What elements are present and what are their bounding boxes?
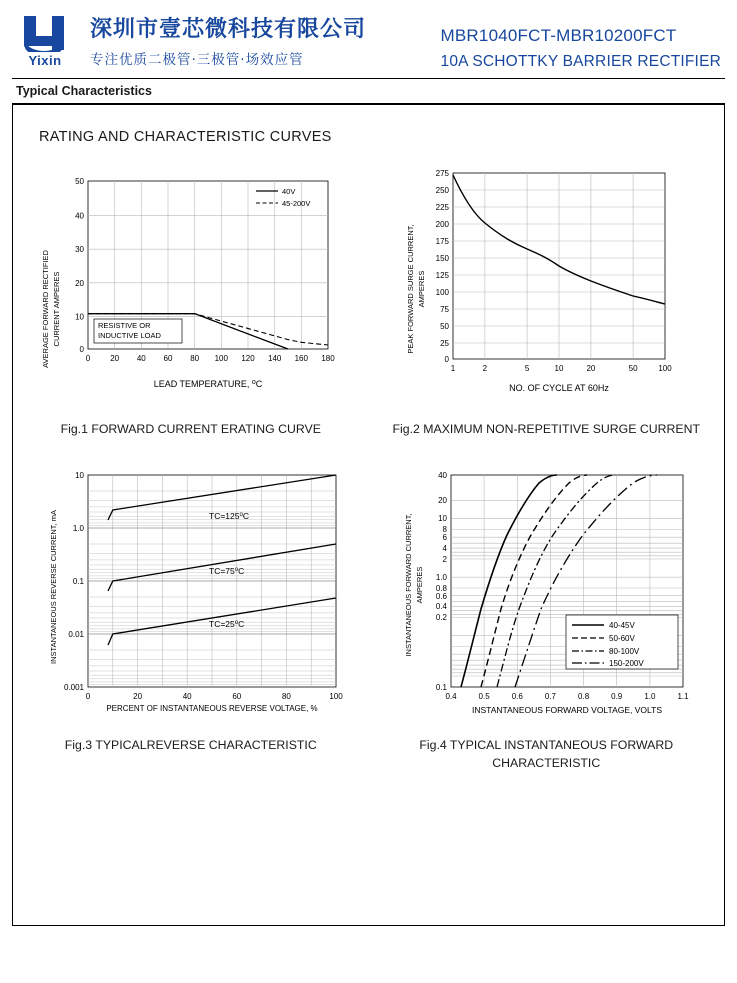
svg-text:20: 20 bbox=[74, 278, 84, 288]
svg-text:AMPERES: AMPERES bbox=[417, 270, 427, 308]
svg-text:100: 100 bbox=[658, 364, 672, 373]
svg-text:10: 10 bbox=[438, 513, 448, 523]
part-description: 10A SCHOTTKY BARRIER RECTIFIER bbox=[440, 53, 721, 70]
figure-4-caption: Fig.4 TYPICAL INSTANTANEOUS FORWARD CHARACTERISTIC bbox=[419, 737, 674, 770]
svg-text:0.8: 0.8 bbox=[436, 583, 448, 593]
letter-u-icon bbox=[22, 14, 68, 52]
svg-text:40: 40 bbox=[438, 470, 448, 480]
svg-text:0.001: 0.001 bbox=[63, 682, 84, 692]
figure-4 bbox=[369, 457, 725, 773]
svg-text:0: 0 bbox=[79, 345, 84, 354]
svg-text:40: 40 bbox=[136, 354, 146, 363]
svg-text:0: 0 bbox=[444, 355, 450, 364]
svg-text:AVERAGE FORWARD RECTIFIED: AVERAGE FORWARD RECTIFIED bbox=[40, 250, 50, 368]
page-header bbox=[0, 0, 737, 78]
svg-text:0.6: 0.6 bbox=[511, 691, 524, 701]
svg-text:160: 160 bbox=[294, 354, 308, 363]
company-name-cn: 深圳市壹芯微科技有限公司 bbox=[90, 17, 367, 42]
svg-text:5: 5 bbox=[525, 364, 530, 373]
svg-text:0.8: 0.8 bbox=[578, 691, 590, 701]
svg-text:0.1: 0.1 bbox=[72, 576, 84, 586]
svg-text:0: 0 bbox=[85, 354, 90, 363]
svg-text:0.5: 0.5 bbox=[478, 691, 490, 701]
svg-text:10: 10 bbox=[554, 364, 564, 373]
svg-text:6: 6 bbox=[442, 532, 448, 542]
svg-text:INSTANTANEOUS REVERSE CURRENT,: INSTANTANEOUS REVERSE CURRENT, mA bbox=[48, 509, 58, 664]
svg-text:10: 10 bbox=[74, 312, 84, 322]
svg-text:125: 125 bbox=[435, 271, 450, 280]
svg-text:20: 20 bbox=[586, 364, 596, 373]
svg-text:TC=75oC: $TC=75^oC$ bbox=[208, 565, 244, 576]
svg-text:LEAD TEMPERATURE, oC: LEAD TEMPERATURE, $^o$C bbox=[153, 379, 263, 389]
svg-text:0: 0 bbox=[85, 691, 90, 701]
svg-text:50-60V: 50-60V bbox=[609, 633, 636, 643]
svg-text:AMPERES: AMPERES bbox=[415, 566, 425, 604]
company-name-block bbox=[86, 14, 366, 68]
svg-text:175: 175 bbox=[435, 237, 450, 246]
svg-text:1.0: 1.0 bbox=[72, 523, 84, 533]
svg-text:TC=125oC: $TC=125^oC$ bbox=[208, 510, 249, 521]
svg-text:100: 100 bbox=[435, 288, 450, 297]
part-number: MBR1040FCT-MBR10200FCT bbox=[440, 26, 677, 45]
svg-text:40: 40 bbox=[74, 211, 84, 221]
svg-text:60: 60 bbox=[232, 691, 242, 701]
svg-text:8: 8 bbox=[442, 524, 448, 534]
curves-title: RATING AND CHARACTERISTIC CURVES bbox=[39, 129, 332, 145]
svg-text:INDUCTIVE LOAD: INDUCTIVE LOAD bbox=[97, 331, 161, 340]
svg-text:150-200V: 150-200V bbox=[609, 658, 644, 668]
svg-text:80: 80 bbox=[189, 354, 199, 363]
svg-text:180: 180 bbox=[321, 354, 335, 363]
svg-text:250: 250 bbox=[435, 186, 450, 195]
svg-text:150: 150 bbox=[435, 254, 450, 263]
figure-grid bbox=[13, 159, 724, 772]
svg-text:1: 1 bbox=[451, 364, 456, 373]
figure-2-caption: Fig.2 MAXIMUM NON-REPETITIVE SURGE CURRENT bbox=[392, 422, 700, 436]
svg-text:80-100V: 80-100V bbox=[609, 646, 640, 656]
svg-text:0.4: 0.4 bbox=[436, 601, 448, 611]
svg-text:2: 2 bbox=[442, 554, 448, 564]
figure-3 bbox=[13, 457, 369, 773]
svg-text:TC=25oC: $TC=25^oC$ bbox=[208, 618, 244, 629]
svg-text:0.7: 0.7 bbox=[545, 691, 557, 701]
svg-text:100: 100 bbox=[329, 691, 343, 701]
svg-text:INSTANTANEOUS FORWARD CURRENT,: INSTANTANEOUS FORWARD CURRENT, bbox=[404, 513, 414, 657]
svg-text:30: 30 bbox=[74, 245, 84, 255]
figure-1-caption: Fig.1 FORWARD CURRENT ERATING CURVE bbox=[60, 422, 321, 436]
svg-text:120: 120 bbox=[241, 354, 255, 363]
svg-text:50: 50 bbox=[628, 364, 638, 373]
svg-text:140: 140 bbox=[267, 354, 282, 363]
svg-text:CURRENT AMPERES: CURRENT AMPERES bbox=[51, 271, 61, 347]
logo-text: Yixin bbox=[28, 53, 62, 68]
svg-text:PERCENT OF INSTANTANEOUS REVER: PERCENT OF INSTANTANEOUS REVERSE VOLTAGE, % bbox=[106, 703, 318, 713]
svg-text:40: 40 bbox=[182, 691, 192, 701]
svg-text:80: 80 bbox=[281, 691, 291, 701]
company-tagline-cn: 专注优质二极管·三极管·场效应管 bbox=[90, 51, 304, 68]
svg-text:100: 100 bbox=[214, 354, 228, 363]
logo-mark bbox=[14, 14, 76, 72]
svg-text:20: 20 bbox=[438, 495, 448, 505]
svg-text:4: 4 bbox=[442, 543, 448, 553]
svg-text:40V: 40V bbox=[281, 187, 296, 196]
logo bbox=[14, 14, 86, 72]
section-header bbox=[0, 78, 737, 104]
svg-text:25: 25 bbox=[440, 339, 450, 348]
svg-text:45-200V: 45-200V bbox=[281, 199, 311, 208]
svg-text:20: 20 bbox=[132, 691, 142, 701]
figure-1 bbox=[13, 159, 369, 439]
part-info bbox=[441, 14, 725, 71]
svg-text:0.1: 0.1 bbox=[436, 682, 448, 692]
svg-text:75: 75 bbox=[440, 305, 450, 314]
section-title: Typical Characteristics bbox=[16, 84, 152, 98]
chart-fig4 bbox=[375, 457, 719, 725]
figure-2 bbox=[369, 159, 725, 439]
svg-text:200: 200 bbox=[435, 220, 450, 229]
svg-text:NO. OF CYCLE AT 60Hz: NO. OF CYCLE AT 60Hz bbox=[509, 383, 610, 393]
svg-text:0.01: 0.01 bbox=[68, 629, 84, 639]
svg-text:0.6: 0.6 bbox=[436, 591, 448, 601]
chart-fig1 bbox=[19, 159, 363, 409]
svg-text:2: 2 bbox=[482, 364, 488, 373]
svg-text:0.9: 0.9 bbox=[611, 691, 623, 701]
figure-3-caption: Fig.3 TYPICALREVERSE CHARACTERISTIC bbox=[64, 737, 317, 752]
svg-text:10: 10 bbox=[74, 470, 84, 480]
svg-text:1.1: 1.1 bbox=[677, 691, 689, 701]
svg-text:60: 60 bbox=[163, 354, 173, 363]
svg-text:50: 50 bbox=[440, 322, 450, 331]
svg-text:225: 225 bbox=[435, 203, 450, 212]
svg-text:RESISTIVE OR: RESISTIVE OR bbox=[97, 321, 151, 330]
svg-text:50: 50 bbox=[74, 177, 84, 186]
svg-text:20: 20 bbox=[109, 354, 119, 363]
svg-text:INSTANTANEOUS FORWARD VOLTAGE,: INSTANTANEOUS FORWARD VOLTAGE, VOLTS bbox=[472, 704, 663, 715]
chart-fig2 bbox=[375, 159, 719, 409]
svg-text:0.4: 0.4 bbox=[445, 691, 457, 701]
svg-text:1.0: 1.0 bbox=[436, 572, 448, 582]
svg-text:0.2: 0.2 bbox=[436, 612, 448, 622]
characteristics-frame bbox=[12, 104, 725, 926]
svg-text:PEAK FORWARD SURGE CURRENT,: PEAK FORWARD SURGE CURRENT, bbox=[406, 224, 416, 354]
svg-text:1.0: 1.0 bbox=[644, 691, 656, 701]
svg-text:40-45V: 40-45V bbox=[609, 620, 636, 630]
svg-text:275: 275 bbox=[435, 169, 450, 178]
chart-fig3 bbox=[19, 457, 363, 725]
